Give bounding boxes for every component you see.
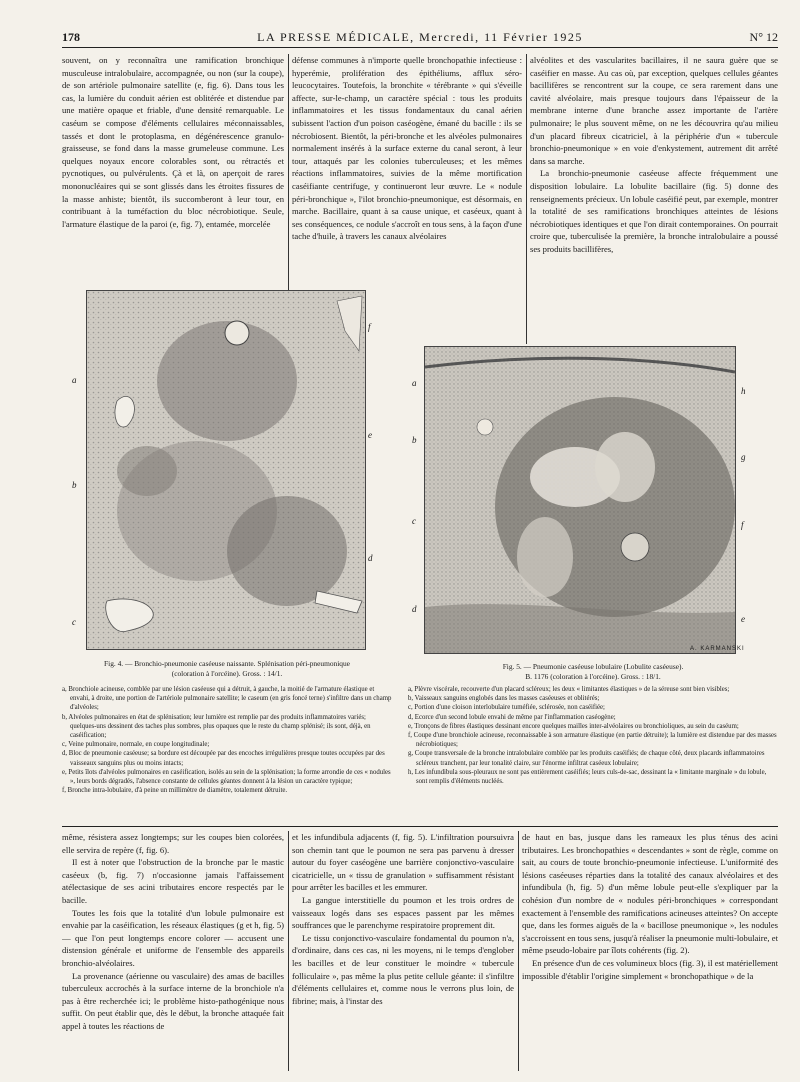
figure-4-legend [62, 685, 392, 795]
fig4-caption-sub: (coloration à l'orcéine). Gross. : 14/1. [171, 669, 283, 678]
paragraph: même, résistera assez longtemps; sur les coupes bien colorées, elle servira de repère (f, fig. 6). [62, 832, 284, 855]
fig4-legend-item: a, Bronchiole acineuse, comblée par une lésion caséeuse qui a détruit, à gauche, la moitié de l'armature élastique et envahi, à droite, une portion de l'artériole pulmonaire satellite; le caseum (en gris foncé terne) s'infiltre dans un champ d'alvéoles; [62, 686, 392, 712]
fig5-label-d: d [412, 604, 417, 614]
top-column-3 [530, 54, 778, 344]
fig4-label-a: a [72, 375, 77, 385]
paragraph: La bronchio-pneumonie caséeuse affecte fréquemment une disposition lobulaire. La lobulite bacillaire (fig. 5) donne des renseignements précieux. Un lobule caséifié peut, par exemple, montrer la totalité de ses ramifications bronchiques atteintes de lésions nécrobiotiques identiques et que l'on dirait contemporaines. On pourrait croire que, tuberculisée la première, la bronche intralobulaire a poussé ses produits bacillifères, [530, 168, 778, 254]
fig5-label-g: g [741, 452, 746, 462]
fig5-legend-item: g, Coupe transversale de la bronche intralobulaire comblée par les produits caséifiés; de chaque côté, deux placards inflammatoires scléreux tranchent, par leur tonalité claire, sur l'énorme infiltrat caséeux lobulaire; [408, 750, 765, 767]
fig4-label-b: b [72, 480, 77, 490]
paragraph: La gangue interstitielle du poumon et les trois ordres de vaisseaux logés dans ses espaces passent par les mêmes souffrances que le parenchyme respiratoire proprement dit. [292, 894, 514, 931]
paragraph: Toutes les fois que la totalité d'un lobule pulmonaire est envahie par la caséification, les réseaux élastiques (g et h, fig. 5) — que l'on peut longtemps encore colorer — accusent une distension générale et uniforme de l'ensemble des appareils bronchio-alvéolaires. [62, 907, 284, 968]
figure-5-caption [408, 662, 778, 682]
fig4-legend-item: c, Veine pulmonaire, normale, en coupe longitudinale; [62, 741, 210, 749]
figure-5-legend [408, 685, 778, 786]
page-number: 178 [62, 30, 80, 44]
figures-bottom-rule [62, 826, 778, 827]
fig5-label-h: h [741, 386, 746, 396]
fig5-caption-title: Fig. 5. — Pneumonie caséeuse lobulaire (Lobulite caséeuse). [502, 662, 684, 671]
fig4-label-e: e [368, 430, 372, 440]
engraver-signature: A. KARMANSKI [690, 646, 745, 652]
fig4-legend-item: d, Bloc de pneumonie caséeuse; sa bordure est découpée par des encoches irrégulières presque toutes occupées par des vaisseaux sanguins plus ou moins intacts; [62, 750, 385, 767]
fig4-caption-title: Fig. 4. — Bronchio-pneumonie caséeuse naissante. Splénisation péri-pneumonique [104, 659, 350, 668]
column-divider [526, 54, 527, 344]
paragraph: Le tissu conjonctivo-vasculaire fondamental du poumon n'a, d'ordinaire, dans ces cas, ni les moyens, ni le temps d'englober les bacilles et de leur constituer le moindre « tubercule folliculaire », pas même la plus petite cellule géante: il s'infiltre d'éléments cellulaires et, comme nous le verrons plus loin, de fibrine; mais, à l'instar des [292, 932, 514, 1006]
paragraph: La provenance (aérienne ou vasculaire) des amas de bacilles tuberculeux accrochés à la surface interne de la bronchiole n'a pas à être recherchée ici; le problème histo-pathogénique nous suffit. On peut établir que, dès le début, la bronche attaquée fait appel à toutes les réactions de [62, 970, 284, 1031]
fig5-legend-item: f, Coupe d'une bronchiole acineuse, reconnaissable à son armature élastique (en partie détruite); la lumière est distendue par des masses nécrobiotiques; [408, 732, 777, 749]
fig4-label-f: f [368, 322, 371, 332]
top-column-1 [62, 54, 284, 286]
column-divider [288, 54, 289, 314]
issue-number: N° 12 [749, 30, 778, 44]
paragraph: de haut en bas, jusque dans les rameaux les plus ténus des acini tributaires. Les bronchopathies « descendantes » sont de règle, comme on sait, au cours de toute bronchio-pneumonie infectieuse. L'uniformité des lésions caséeuses réparties dans la totalité des canaux alvéolaires et des infundibula (h, fig. 5) d'un même lobule peut-elle s'expliquer par la cohésion d'un nombre de « nodules péri-bronchiques » correspondant exactement à l'ensemble des ramifications acineuses atteintes? On accepte que, dans les formes aiguës de la « bacillose pneumonique », les nodules s'accroissent en tous sens, jusqu'à réaliser la pneumonie multi-lobulaire, et même pseudo-lobaire par îlots cohérents (fig. 2). [522, 832, 778, 956]
column-divider [288, 831, 289, 1071]
paragraph: En présence d'un de ces volumineux blocs (fig. 3), il est matériellement impossible d'établir l'origine simplement « bronchopathique » de la [522, 957, 778, 981]
paragraph: Il est à noter que l'obstruction de la bronche par le mastic caséeux (b, fig. 7) n'occasionne jamais l'affaissement atélectasique de ses acini tributaires encore respectés par le bacille. [62, 857, 284, 905]
top-column-2 [292, 54, 522, 310]
bottom-column-3 [522, 831, 778, 1071]
fig5-legend-item: h, Les infundibula sous-pleuraux ne sont pas entièrement caséifiés; leurs culs-de-sac, dessinant la « limitante marginale » du lobule, sont remplis d'éléments nucléés. [408, 768, 767, 786]
paragraph: et les infundibula adjacents (f, fig. 5). L'infiltration poursuivra son chemin tant que le poumon ne sera pas parvenu à dresser autour du foyer caséogène une barrière conjonctivo-vasculaire cicatricielle, un « tissu de granulation » suffisamment résistant pour arrêter les bacilles et les emmurer. [292, 832, 514, 893]
bottom-column-1 [62, 831, 284, 1071]
fig5-legend-item: a, Plèvre viscérale, recouverte d'un placard scléreux; les deux « limitantes élastiques » de la séreuse sont bien visibles; [408, 686, 730, 693]
fig4-legend-item: b, Alvéoles pulmonaires en état de splénisation; leur lumière est remplie par des produits inflammatoires variés; quelques-uns dessinent des taches plus sombres, plus opaques que le reste du champ splénisé; ils sont, déjà, en caséification; [62, 713, 371, 740]
fig5-label-a: a [412, 378, 417, 388]
column-divider [518, 831, 519, 1071]
fig4-label-c: c [72, 617, 76, 627]
figure-4-micrograph [86, 290, 366, 650]
fig5-caption-sub: B. 1176 (coloration à l'orcéine). Gross. : 18/1. [525, 672, 661, 681]
figure-4-caption [62, 659, 392, 679]
fig5-legend-item: e, Tronçons de fibres élastiques dessinant encore quelques mailles inter-alvéolaires ou bronchioliques, au sein du caséum; [408, 722, 739, 730]
fig5-legend-item: b, Vaisseaux sanguins englobés dans les masses caséeuses et oblitérés; [408, 695, 600, 703]
fig4-legend-item: e, Petits îlots d'alvéoles pulmonaires en caséification, isolés au sein de la splénisation; la forme arrondie de ces « nodules », leurs bords dégradés, l'absence constante de cellules géantes donnent à la lésion un caractère typique; [62, 768, 391, 786]
header-rule [62, 47, 778, 48]
paragraph: souvent, on y reconnaîtra une ramification bronchique musculeuse intralobulaire, accompagnée, ou non (sur la coupe), de son artériole pulmonaire satellite (e, fig. 6). Dans tous les cas, la lumière du conduit aérien est oblitérée et distendue par une matière opaque et friable, d'une densité remarquable. Le caséum se compose d'éléments cellulaires méconnaissables, tassés et dont le protoplasma, en dégénérescence granulo-graisseuse, se fond dans la masse grumeleuse commune. Les quelques noyaux encore colorables sont, ou rétractés et pycnotiques, ou pulvérulents. Çà et là, on aperçoit de rares mononucléaires qui se sont glissés dans les étroites fissures de la masse anhiste; bientôt, ils succomberont à leur tour, en contribuant à la tuméfaction du bloc nécrobiotique. Seule, l'armature élastique de la paroi (e, fig. 7), entamée, morcelée [62, 55, 284, 229]
fig5-label-e: e [741, 614, 745, 624]
fig5-legend-item: d, Ecorce d'un second lobule envahi de même par l'inflammation caséogène; [408, 713, 616, 721]
bottom-column-2 [292, 831, 514, 1071]
running-header [62, 30, 778, 46]
journal-title: LA PRESSE MÉDICALE, Mercredi, 11 Février 1925 [257, 30, 583, 44]
paragraph: alvéolites et des vascularites bacillaires, il ne saura guère que se caséifier en masse. Au cas où, par exception, quelques cellules géantes bacillifères se rencontrent sur la coupe, ce sera rarement dans une cavité alvéolaire, mais presque toujours dans l'épaisseur de la membrane interne d'une branche assez importante de l'artère pulmonaire; le plus souvent même, on ne les découvrira qu'au milieu d'un placard fibreux cicatriciel, à la périphérie d'un « tubercule bronchio-pneumonique » en voie d'enkystement, autrement dit arrêté dans sa marche. [530, 55, 778, 166]
figure-5-micrograph [424, 346, 736, 654]
fig5-label-f: f [741, 520, 744, 530]
fig4-legend-item: f, Bronche intra-lobulaire, d'à peine un millimètre de diamètre, totalement détruite. [62, 787, 288, 795]
fig5-label-b: b [412, 435, 417, 445]
fig4-label-d: d [368, 553, 373, 563]
fig5-label-c: c [412, 516, 416, 526]
paragraph: défense communes à n'importe quelle bronchopathie infectieuse : hyperémie, prolifération des épithéliums, afflux séro-leucocytaires. Toutefois, la bronchite « térébrante » qui s'éveille affecte, sur-le-champ, un caractère spécial : tous les produits inflammatoires et les tissus fondamentaux du canal aérien subissent l'action d'un poison caséogène, émané du bacille : ils se nécrobiosent. Bientôt, la péri-bronche et les alvéoles pulmonaires normalement insérés à la surface externe du canal seront, à leur tour, attaqués par les colonies tuberculeuses; et les mêmes réactions inflammatoires, suivies de la même mortification caséifiante centrifuge, y continueront leur œuvre. Le « nodule péri-bronchique », l'ilot bronchio-pneumonique, est désormais, en marche. Bacillaire, quant à sa cause unique, et caséeux, quant à ses conséquences, ce nodule s'accroît en tous sens, à la façon d'une tache d'huile, à travers les canaux alvéolaires [292, 55, 522, 242]
fig5-legend-item: c, Portion d'une cloison interlobulaire tuméfiée, sclérosée, non caséifiée; [408, 704, 605, 712]
